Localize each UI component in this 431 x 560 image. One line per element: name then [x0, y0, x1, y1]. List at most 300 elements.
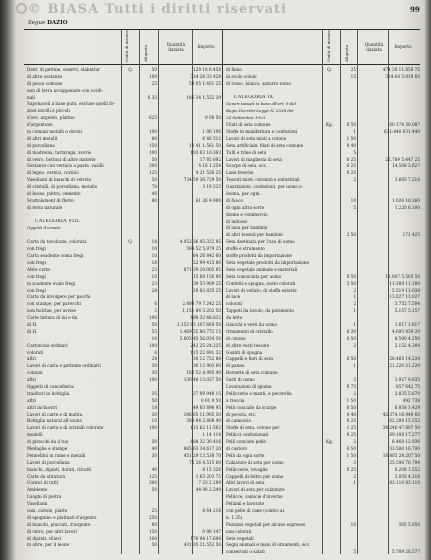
- row-description: Lavori di maglieria di seta: [226, 156, 282, 162]
- table-row: [27, 288, 221, 295]
- row-aliquota: 300: [149, 163, 157, 169]
- row-amounts: 21.220 21.220: [389, 363, 420, 369]
- table-row: [226, 157, 420, 164]
- table-row: [226, 425, 420, 432]
- row-amounts: 242 25 24.225: [190, 342, 221, 348]
- row-description: di terra naturale: [27, 204, 63, 210]
- row-aliquota: 5: [353, 549, 356, 555]
- row-amounts: 33.580 16.790: [389, 445, 420, 451]
- row-description: stoffe e strumento: [226, 246, 265, 252]
- row-aliquota: 0 75: [346, 383, 356, 389]
- row-description: Pellami e lavorate: [226, 501, 265, 507]
- row-unit: Kg.: [325, 122, 334, 128]
- row-aliquota: 35: [151, 390, 157, 396]
- row-aliquota: 23: [151, 280, 157, 286]
- row-amounts: 61 26 4.900: [195, 197, 221, 203]
- row-description: Guarnizioni, confezioni, per uomo e: [226, 184, 302, 190]
- table-row: [226, 74, 420, 81]
- table-row: [226, 377, 420, 384]
- row-description: conservati o salati: [226, 549, 265, 555]
- row-amounts: 0 98 147: [202, 528, 221, 534]
- table-row: [27, 198, 221, 205]
- row-amounts: 39 53 909 25: [193, 280, 221, 286]
- row-unit: Q.: [128, 239, 133, 245]
- row-amounts: 4 21 526 25: [195, 170, 221, 176]
- row-aliquota: 50: [151, 177, 157, 183]
- row-aliquota: 23: [151, 266, 157, 272]
- row-aliquota: 100: [149, 129, 157, 135]
- table-row: [27, 515, 221, 522]
- row-amounts: 6.468 12.936: [392, 439, 420, 445]
- row-description: Lavori di carta e di cristalli colorate: [27, 425, 104, 431]
- row-description: di fieno: [226, 67, 242, 72]
- row-amounts: 62.208 15.552: [389, 418, 420, 424]
- table-row: [226, 143, 420, 150]
- table-row: [27, 350, 221, 357]
- row-description: comuni: [27, 370, 43, 376]
- row-amounts: 4.695 939 20: [392, 328, 420, 334]
- row-aliquota: 0 25: [346, 163, 356, 169]
- row-description: Confetti e spugna, aceto colorati: [226, 280, 296, 286]
- row-amounts: 2.484 79 7.242 25: [182, 301, 221, 307]
- row-amounts: 30 12 903 60: [193, 363, 221, 369]
- row-description: non colorati: [226, 528, 252, 534]
- row-aliquota: 150: [149, 528, 157, 534]
- table-row: [226, 432, 420, 439]
- row-description: Cartoncini ordinari: [27, 342, 68, 348]
- row-aliquota: 1 25: [346, 425, 356, 431]
- row-aliquota: 30: [151, 370, 157, 376]
- table-row: [226, 460, 420, 467]
- row-description: di H.: [27, 328, 38, 334]
- row-description: Bottiglia natural all'ozono: [27, 418, 83, 424]
- table-row: [226, 322, 420, 329]
- row-description: Vasellami: [27, 501, 48, 507]
- table-row: [27, 412, 221, 419]
- row-amounts: 103 63 10.363: [190, 149, 221, 155]
- table-row: [27, 184, 221, 191]
- table-row: [226, 301, 420, 308]
- row-amounts: 4 18 1.254: [198, 163, 221, 169]
- table-row: [226, 418, 420, 425]
- table-row: [27, 356, 221, 363]
- row-amounts: 30 12 722 88: [193, 356, 221, 362]
- row-aliquota: 125: [149, 170, 157, 176]
- table-row: [27, 177, 221, 184]
- row-amounts: 17 85 892: [199, 156, 221, 162]
- table-row: [27, 460, 221, 467]
- row-aliquota: 24: [151, 356, 157, 362]
- row-description: Vasellami di bianchi di vetrolo: [27, 177, 92, 183]
- row-description: di rosso, bianco, azzurro rosso: [226, 80, 291, 86]
- row-aliquota: 25: [151, 80, 157, 86]
- table-row: [226, 232, 420, 239]
- row-description: Ambiente: [27, 487, 48, 493]
- row-aliquota: 3: [154, 308, 157, 314]
- row-amounts: 2.152 4.304: [394, 342, 420, 348]
- row-amounts: 8 15 326: [202, 466, 221, 472]
- row-description: Pezzami vegetali per alcuno espresso: [226, 521, 306, 527]
- row-amounts: 75 26 4.515 60: [189, 459, 221, 465]
- table-row: [226, 260, 420, 267]
- row-amounts: 21.789 5.447 25: [385, 156, 420, 162]
- row-description: con stampe, per parecchi: [27, 301, 81, 307]
- table-row: [226, 101, 420, 108]
- row-aliquota: 1: [353, 480, 356, 486]
- row-aliquota: 1: [353, 129, 356, 135]
- row-aliquota: 6 33: [147, 94, 157, 100]
- table-row: [27, 122, 221, 129]
- row-description: Carta da involgere per pacchi: [27, 294, 91, 300]
- row-aliquota: 30: [151, 411, 157, 417]
- table-row: [226, 350, 420, 357]
- row-aliquota: 1: [353, 308, 356, 314]
- table-row: [27, 115, 221, 122]
- row-aliquota: 40: [151, 445, 157, 451]
- table-row: [226, 480, 420, 487]
- row-description: Pelli conciate pelle: [226, 439, 267, 445]
- row-aliquota: 28: [151, 287, 157, 293]
- row-amounts: 6.858 3.429: [394, 404, 420, 410]
- row-amounts: 5.603 45 56.034 50: [179, 335, 221, 341]
- row-amounts: 130 46 13.037 50: [183, 377, 221, 383]
- table-row: [27, 260, 221, 267]
- table-row: [27, 315, 221, 322]
- row-amounts: 58 05 1.451 25: [189, 80, 221, 86]
- row-amounts: 5.157 5.157: [394, 308, 420, 314]
- left-quantity-header: Quantità daziata: [166, 42, 186, 52]
- table-row: [27, 522, 221, 529]
- table-row: [226, 88, 420, 95]
- row-amounts: 83.110 83.110: [389, 480, 420, 486]
- row-description: Lavori di seta misti a cotone: [226, 135, 287, 141]
- table-row: [226, 294, 420, 301]
- table-row: [27, 536, 221, 543]
- row-aliquota: 6: [154, 349, 157, 355]
- table-row: [27, 446, 221, 453]
- row-aliquota: 100: [149, 149, 157, 155]
- row-description: da letto: [226, 315, 243, 321]
- row-amounts: 3.605 7.210: [394, 177, 420, 183]
- right-unit-header: Unità di misura: [326, 30, 331, 62]
- row-description: di altre sostanze: [27, 73, 63, 79]
- row-description: di bianchi, placcati, d'argento: [27, 521, 91, 527]
- row-amounts: 2.835 5.670: [394, 390, 420, 396]
- row-description: Pelli conciate da scarpe: [226, 404, 277, 410]
- row-amounts: 6.208 1.552: [394, 466, 420, 472]
- table-row: [226, 198, 420, 205]
- table-row: [226, 184, 420, 191]
- copyright-icon: [16, 3, 27, 14]
- table-row: [226, 205, 420, 212]
- table-row: [27, 439, 221, 446]
- row-unit: Kg.: [325, 439, 334, 445]
- row-amounts: 3.752 7.504: [394, 301, 420, 307]
- table-row: [27, 150, 221, 157]
- table-row: [226, 281, 420, 288]
- row-aliquota: 50: [151, 439, 157, 445]
- row-unit: Q.: [128, 67, 133, 72]
- table-row: [226, 405, 420, 412]
- row-aliquota: 5: [353, 149, 356, 155]
- row-aliquota: 50: [151, 321, 157, 327]
- row-amounts: 4.952 36 45.322 85: [179, 239, 221, 245]
- row-description: Cornici di tutti: [27, 480, 59, 486]
- row-amounts: 857 642 75: [396, 383, 420, 389]
- row-aliquota: 250: [149, 514, 157, 520]
- row-description: Scarpe di seta, ecc.: [226, 163, 268, 169]
- row-amounts: 608 32 30.416: [190, 439, 221, 445]
- row-description: Lavori di velluto, di stoffa esterni: [226, 287, 297, 293]
- row-amounts: 451 29 13.538 70: [183, 452, 221, 458]
- row-aliquota: 625: [149, 115, 157, 121]
- row-amounts: 1 14 114: [202, 432, 221, 438]
- row-description: Altre carte: [27, 266, 50, 272]
- right-quantity-header: Quantità daziata: [364, 42, 384, 52]
- row-description: donna, per ogni: [226, 191, 260, 197]
- table-row: [27, 88, 221, 95]
- row-description: di H.: [27, 321, 38, 327]
- row-aliquota: 40: [151, 191, 157, 197]
- table-row: [226, 177, 420, 184]
- table-row: [226, 412, 420, 419]
- row-aliquota: 40: [151, 466, 157, 472]
- row-description: Pelliccerie, tovaglie: [226, 466, 268, 472]
- table-row: [27, 267, 221, 274]
- row-description: di dipinti, rilievi: [27, 535, 61, 541]
- row-aliquota: 10: [151, 246, 157, 252]
- category-heading: [27, 219, 221, 226]
- row-amounts: 49 83 896 95: [193, 404, 221, 410]
- row-aliquota: 50: [151, 67, 157, 72]
- row-description: Stoffe di seta, cotone per: [226, 425, 280, 431]
- row-description: di fuoco: [226, 197, 243, 203]
- table-row: [226, 363, 420, 370]
- row-description: Pelliccerie o manti, e pecorella: [226, 390, 292, 396]
- table-row: [27, 274, 221, 281]
- row-amounts: 18.805 28.207 50: [382, 452, 420, 458]
- row-description: Filati di seta comune: [226, 122, 271, 128]
- table-row: [27, 81, 221, 88]
- table-row: [27, 232, 221, 239]
- center-divider: [222, 30, 223, 554]
- row-aliquota: 2: [353, 177, 356, 183]
- row-aliquota: 0 50: [346, 273, 356, 279]
- table-row: [27, 101, 221, 108]
- row-amounts: 7 33 2.199: [198, 480, 221, 486]
- table-row: [226, 439, 420, 446]
- row-description: Carte da stiratura: [27, 473, 66, 479]
- row-amounts: 474 39 11.859 75: [382, 67, 420, 72]
- row-aliquota: 300: [149, 480, 157, 486]
- row-aliquota: 0 50: [346, 445, 356, 451]
- row-description: d'argentone: [27, 122, 53, 128]
- table-row: [226, 288, 420, 295]
- table-row: [226, 219, 420, 226]
- row-aliquota: 0 40: [346, 411, 356, 417]
- row-aliquota: 0 50: [346, 122, 356, 128]
- row-aliquota: 1 50: [346, 135, 356, 141]
- table-row: [226, 308, 420, 315]
- row-aliquota: 1 50: [346, 452, 356, 458]
- row-amounts: 5.519 11.038: [392, 287, 420, 293]
- row-amounts: 8.500 4.250: [394, 335, 420, 341]
- row-amounts: 5.709 28.577: [392, 549, 420, 555]
- table-row: [27, 108, 221, 115]
- row-description: Sostanze con vernice a paste, vasilli: [27, 163, 104, 169]
- row-description: d'oro, argento, platino: [27, 115, 75, 121]
- row-description: CATEGORIA VIII.: [35, 218, 81, 224]
- row-description: Medaglie e stampe: [27, 445, 68, 451]
- row-description: con pelle di cane (contro al.: [226, 508, 286, 513]
- row-aliquota: 18: [151, 239, 157, 245]
- row-description: colorati: [27, 349, 44, 355]
- row-amounts: 0 08 50: [205, 115, 221, 121]
- row-aliquota: 3: [353, 459, 356, 465]
- row-aliquota: 0 25: [346, 170, 356, 176]
- row-aliquota: 2: [353, 287, 356, 293]
- row-amounts: 334 28 33.428: [190, 73, 221, 79]
- table-row: [226, 398, 420, 405]
- row-amounts: 38.246 47.807 50: [382, 425, 420, 431]
- row-aliquota: 25: [151, 508, 157, 513]
- header-prefix: Segue: [28, 20, 46, 26]
- row-amounts: 865 63 34.617 20: [183, 445, 221, 451]
- row-description: Dent. di pettine, osservi, stabattur: [27, 67, 101, 72]
- row-description: con fregi: [27, 273, 46, 279]
- row-aliquota: 100: [149, 425, 157, 431]
- table-row: [27, 487, 221, 494]
- row-amounts: 69.108 17.277: [389, 432, 420, 438]
- right-amount-header: Importo: [394, 44, 412, 49]
- table-row: [226, 115, 420, 122]
- row-description: bianchi, dipinti, dorati, ritratti: [27, 466, 92, 472]
- table-row: [27, 418, 221, 425]
- table-row: [27, 225, 221, 232]
- row-aliquota: 50: [151, 397, 157, 403]
- row-amounts: 84 26 842 60: [193, 253, 221, 259]
- row-amounts: 280 84 2.808 40: [186, 418, 221, 424]
- row-amounts: 1.151 84 3.202 50: [182, 308, 221, 314]
- table-row: [226, 225, 420, 232]
- row-amounts: 42.374 16.949 60: [382, 411, 420, 417]
- row-description: ziosi incolli e piccoli: [27, 108, 70, 114]
- watermark: © BIASA Tutti i diritti riservati: [28, 2, 287, 17]
- row-description: Sete vegetali: [226, 535, 254, 541]
- row-description: Ornamenti di cristallo: [226, 328, 273, 334]
- row-amounts: 2.058 4.116: [394, 473, 420, 479]
- table-row: [27, 170, 221, 177]
- table-row: [226, 315, 420, 322]
- row-aliquota: 0 25: [346, 418, 356, 424]
- row-amounts: 505 5.050: [398, 521, 420, 527]
- row-description: Lavori di carta e pattume ordinarii: [27, 363, 101, 369]
- row-amounts: 631.440 631.440: [384, 129, 420, 135]
- table-row: [27, 191, 221, 198]
- row-aliquota: 18: [151, 259, 157, 265]
- table-row: [226, 329, 420, 336]
- row-description: di pirecchi da il tuo: [27, 439, 69, 445]
- page-number: 99: [410, 5, 420, 14]
- row-amounts: 14.508 3.627: [392, 163, 420, 169]
- running-header: [28, 20, 68, 26]
- row-amounts: 25.598 76.794: [389, 459, 420, 465]
- table-row: [226, 150, 420, 157]
- table-row: [27, 501, 221, 508]
- row-description: di panno: [226, 363, 245, 369]
- table-row: [226, 163, 420, 170]
- row-description: Lavori di porcellana: [27, 459, 70, 465]
- row-aliquota: 1: [353, 321, 356, 327]
- row-amounts: 27 09 948 15: [193, 390, 221, 396]
- table-row: [27, 163, 221, 170]
- table-row: [27, 384, 221, 391]
- row-amounts: 129 18 6.458: [193, 67, 221, 72]
- left-table: [27, 67, 221, 549]
- table-row: [226, 108, 420, 115]
- row-description: Cappelli e fiori di seta: [226, 356, 273, 362]
- table-row: [226, 343, 420, 350]
- row-aliquota: 50: [151, 542, 157, 548]
- row-aliquota: 0 40: [346, 142, 356, 148]
- row-description: stoffe prodotti da importazione: [226, 253, 293, 259]
- row-amounts: 29 83 835 25: [193, 287, 221, 293]
- row-description: di madreina, tartaruga, avorio: [27, 149, 92, 155]
- row-description: Borsette di seta comune: [226, 370, 278, 376]
- row-aliquota: 55: [151, 328, 157, 334]
- table-row: [27, 294, 221, 301]
- row-description: con fregi: [27, 259, 46, 265]
- row-amounts: 1.026 10.260: [392, 197, 420, 203]
- row-amounts: 1.220 6.100: [394, 204, 420, 210]
- table-row: [226, 81, 420, 88]
- row-amounts: 115 62 11.562: [190, 425, 221, 431]
- table-row: [27, 136, 221, 143]
- row-description: Seta artificiale: filati di seta comune: [226, 142, 304, 148]
- row-description: Tulli e trine di seta: [226, 149, 267, 155]
- row-amounts: 115 22 691 32: [190, 349, 221, 355]
- table-row: [226, 170, 420, 177]
- row-aliquota: 80: [151, 135, 157, 141]
- table-row: [226, 515, 420, 522]
- table-row: [27, 480, 221, 487]
- table-row: [226, 246, 420, 253]
- row-description: Oggetti di cancelleria:: [27, 383, 75, 389]
- row-description: con fregi: [27, 287, 46, 293]
- table-row: [226, 370, 420, 377]
- table-row: [226, 336, 420, 343]
- row-description: CATEGORIA IX.: [234, 94, 275, 100]
- table-row: [27, 329, 221, 336]
- row-aliquota: 2: [353, 390, 356, 396]
- table-row: [27, 370, 221, 377]
- row-aliquota: 80: [151, 521, 157, 527]
- row-description: nali: [27, 94, 35, 100]
- row-aliquota: 1 50: [346, 397, 356, 403]
- row-amounts: 871 39 20.005 85: [183, 266, 221, 272]
- table-row: [226, 136, 420, 143]
- row-aliquota: 0 20: [346, 328, 356, 334]
- row-amounts: 594 52 5.979 25: [186, 246, 221, 252]
- row-description: Lavorazioni di spuma: [226, 383, 272, 389]
- row-description: Saponaceli a base pura, escluse quelli fo-: [27, 101, 115, 107]
- row-aliquota: 2: [353, 301, 356, 307]
- row-aliquota: 30: [151, 452, 157, 458]
- row-description: di spugnino e platinati d'argento: [27, 514, 97, 520]
- row-amounts: 171 425: [402, 232, 420, 238]
- row-description: di altre vesti tessute: [226, 342, 270, 348]
- row-amounts: 488 32 48.832: [190, 315, 221, 321]
